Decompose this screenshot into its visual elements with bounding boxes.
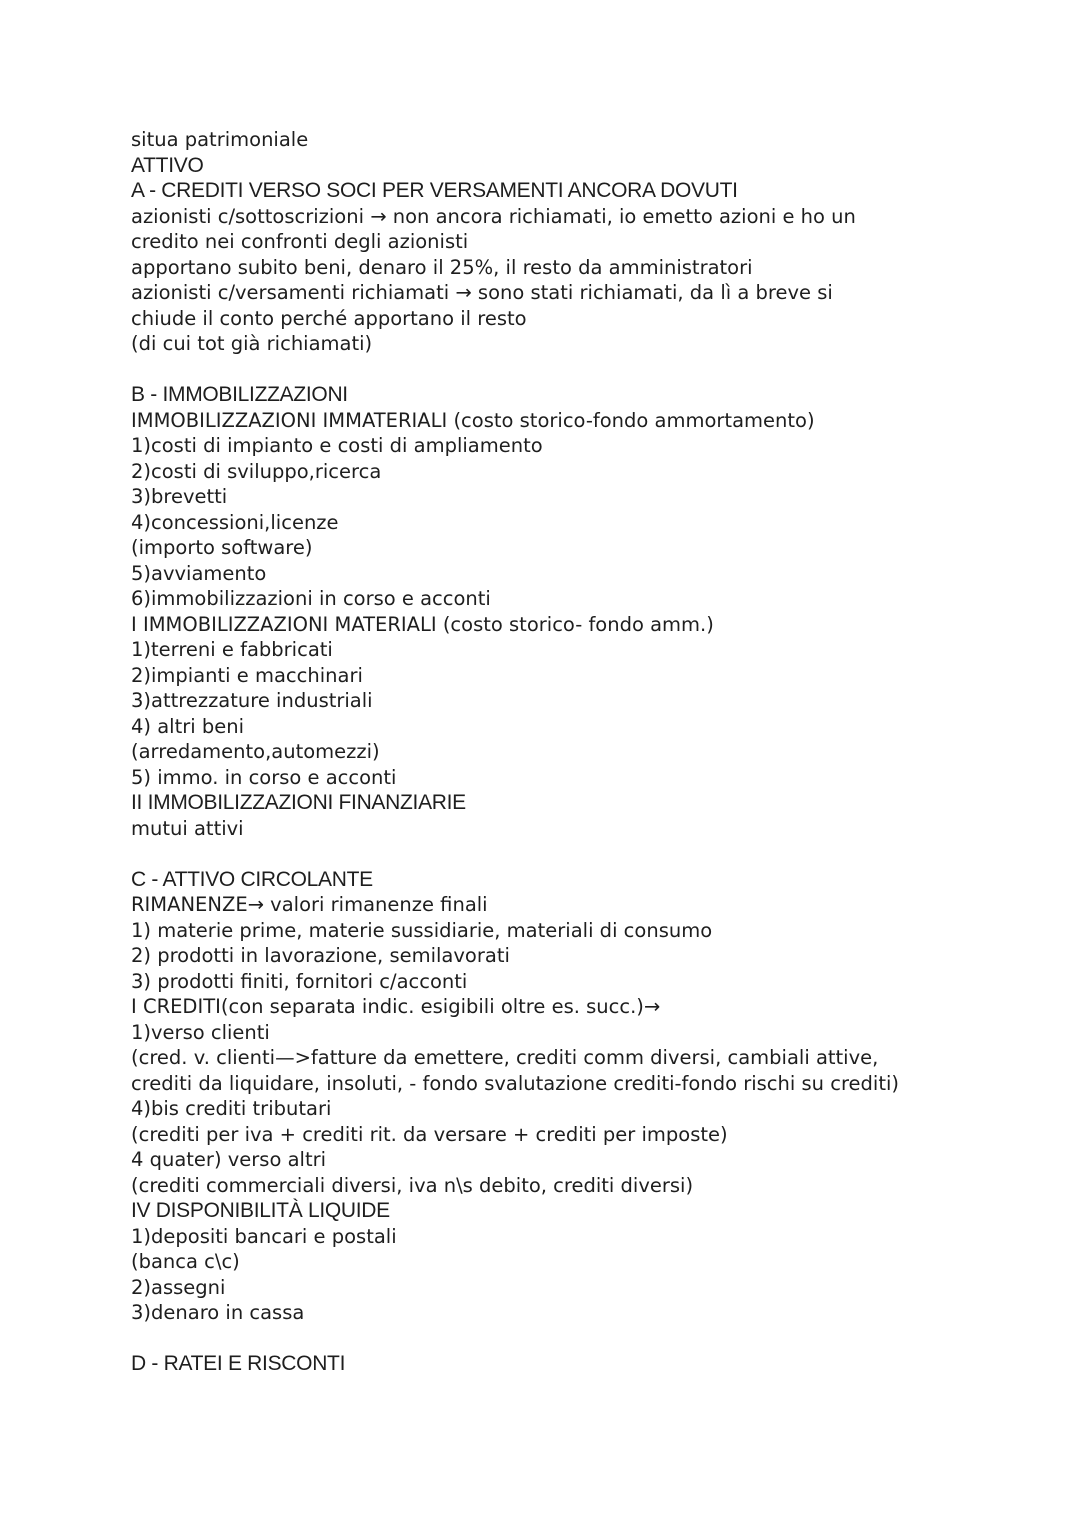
- text-line: apportano subito beni, denaro il 25%, il resto da amministratori: [131, 255, 753, 279]
- text-line: (crediti commerciali diversi, iva n\s debito, crediti diversi): [131, 1173, 694, 1197]
- section-heading: A - CREDITI VERSO SOCI PER VERSAMENTI ANCORA DOVUTI: [131, 179, 738, 202]
- text-line: azionisti c/sottoscrizioni → non ancora richiamati, io emetto azioni e ho un: [131, 204, 856, 228]
- text-line: (crediti per iva + crediti rit. da versare + crediti per imposte): [131, 1122, 728, 1146]
- text-line: (di cui tot già richiamati): [131, 332, 373, 355]
- text-line: 4 quater) verso altri: [131, 1148, 327, 1171]
- text-line: azionisti c/versamenti richiamati → sono stati richiamati, da lì a breve si: [131, 281, 833, 304]
- text-line: I CREDITI(con separata indic. esigibili oltre es. succ.)→: [131, 995, 661, 1018]
- section-spacer: [131, 357, 1031, 383]
- text-line: 3)brevetti: [131, 485, 228, 508]
- section-heading: II IMMOBILIZZAZIONI FINANZIARIE: [131, 791, 466, 814]
- section-spacer: [131, 1326, 1031, 1352]
- text-line: 3)denaro in cassa: [131, 1301, 305, 1324]
- text-line: 5) immo. in corso e acconti: [131, 765, 397, 789]
- section-heading: D - RATEI E RISCONTI: [131, 1352, 346, 1375]
- text-line: 4) altri beni: [131, 714, 245, 738]
- section-heading: C - ATTIVO CIRCOLANTE: [131, 867, 373, 891]
- text-line: IMMOBILIZZAZIONI IMMATERIALI (costo storico-fondo ammortamento): [131, 408, 815, 432]
- text-line: 1)depositi bancari e postali: [131, 1224, 397, 1248]
- text-line: mutui attivi: [131, 816, 244, 840]
- text-line: 4)bis crediti tributari: [131, 1097, 332, 1120]
- section-heading: IV DISPONIBILITÀ LIQUIDE: [131, 1199, 390, 1222]
- text-line: (importo software): [131, 536, 313, 559]
- text-line: (banca c\c): [131, 1250, 240, 1273]
- text-line: chiude il conto perché apportano il resto: [131, 306, 527, 330]
- text-line: (cred. v. clienti—>fatture da emettere, crediti comm diversi, cambiali attive,: [131, 1046, 879, 1069]
- text-line: I IMMOBILIZZAZIONI MATERIALI (costo storico- fondo amm.): [131, 612, 714, 636]
- text-line: 4)concessioni,licenze: [131, 510, 339, 534]
- section-heading: ATTIVO: [131, 153, 204, 177]
- document-section: [131, 127, 1031, 357]
- text-line: 2) prodotti in lavorazione, semilavorati: [131, 944, 510, 967]
- text-line: RIMANENZE→ valori rimanenze finali: [131, 893, 488, 916]
- document-section: [131, 867, 1031, 1326]
- text-line: 1)costi di impianto e costi di ampliamento: [131, 434, 543, 457]
- text-line: 3) prodotti finiti, fornitori c/acconti: [131, 969, 468, 993]
- text-line: 1) materie prime, materie sussidiarie, materiali di consumo: [131, 918, 713, 942]
- document-section: [131, 382, 1031, 841]
- text-line: crediti da liquidare, insoluti, - fondo svalutazione crediti-fondo rischi su crediti): [131, 1071, 899, 1095]
- section-spacer: [131, 841, 1031, 867]
- text-line: 2)costi di sviluppo,ricerca: [131, 459, 382, 483]
- document-section: [131, 1351, 1031, 1377]
- text-line: 2)impianti e macchinari: [131, 663, 363, 687]
- text-line: (arredamento,automezzi): [131, 740, 380, 763]
- text-line: situa patrimoniale: [131, 128, 309, 151]
- text-line: 1)verso clienti: [131, 1020, 270, 1044]
- text-line: 6)immobilizzazioni in corso e acconti: [131, 587, 491, 610]
- text-line: 1)terreni e fabbricati: [131, 638, 333, 661]
- text-line: credito nei confronti degli azionisti: [131, 230, 469, 253]
- section-heading: B - IMMOBILIZZAZIONI: [131, 383, 348, 406]
- text-line: 2)assegni: [131, 1275, 226, 1299]
- text-line: 5)avviamento: [131, 561, 267, 585]
- document-page: [131, 127, 1031, 1377]
- text-line: 3)attrezzature industriali: [131, 689, 373, 712]
